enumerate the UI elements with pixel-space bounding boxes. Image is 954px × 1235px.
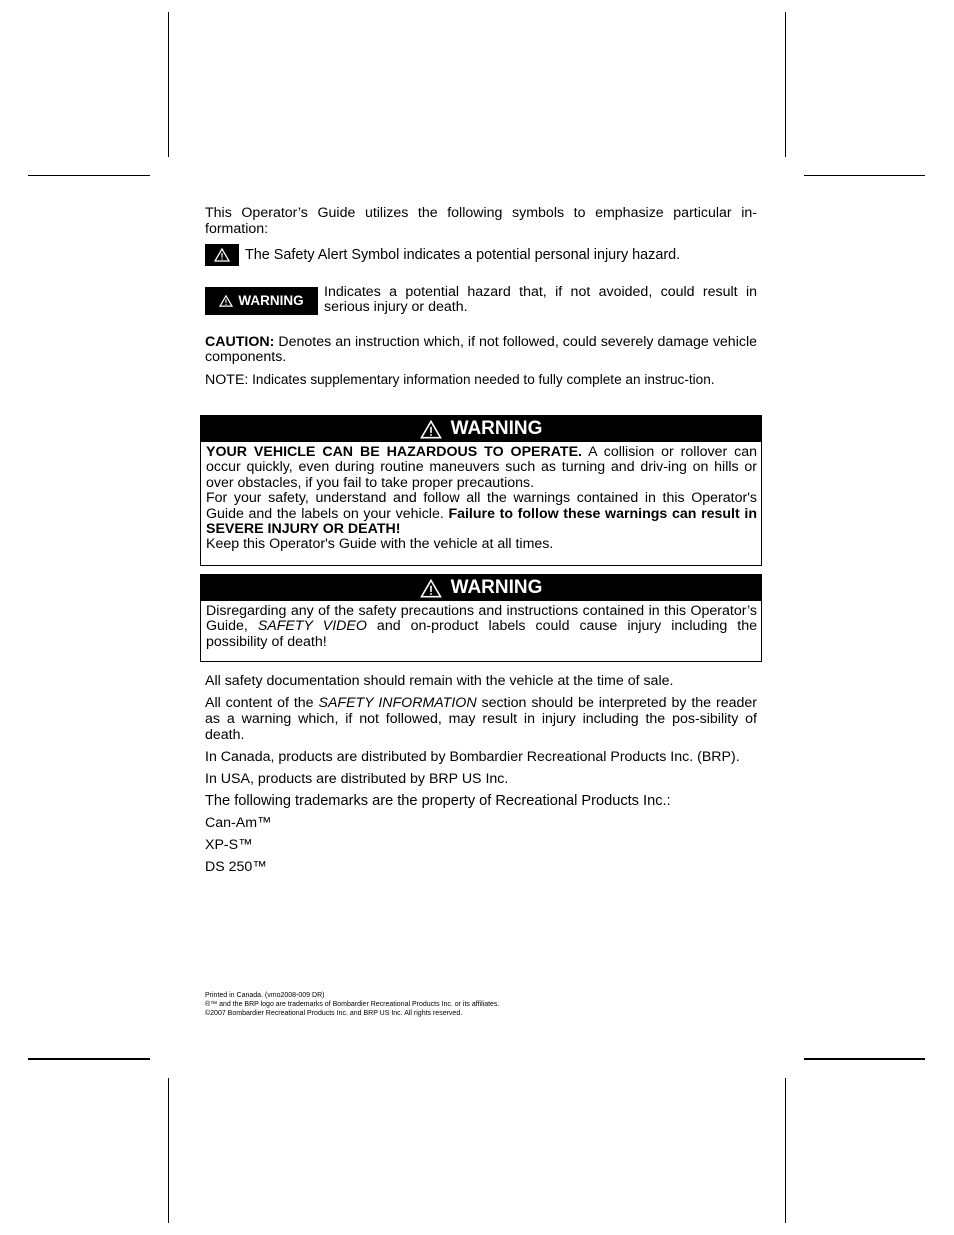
paragraph-canada: In Canada, products are distributed by Bombardier Recreational Products Inc. (BRP).	[205, 749, 740, 765]
paragraph-trademarks-heading: The following trademarks are the property of Recreational Products Inc.:	[205, 793, 671, 809]
warning-triangle-icon	[420, 579, 442, 598]
warning-box-header	[201, 416, 761, 442]
warning-para2	[206, 491, 757, 537]
crop-mark	[785, 12, 786, 157]
symbols-section	[205, 206, 757, 389]
warning-box-title: WARNING	[450, 418, 543, 439]
crop-mark	[804, 1058, 925, 1060]
warning-box-body	[201, 442, 761, 557]
crop-mark	[28, 175, 150, 176]
crop-mark	[168, 12, 169, 157]
footer-line: Printed in Canada. (vmo2008-009 DR)	[205, 992, 325, 999]
footer-legal	[205, 991, 499, 1018]
warning2-text-a: Disregarding any of the safety precautions and instructions contained in this Operator’s Guide,	[206, 603, 757, 635]
warning-lead-bold: YOUR VEHICLE CAN BE HAZARDOUS TO OPERATE.	[206, 444, 583, 460]
caution-text: Denotes an instruction which, if not followed, could severely damage vehicle components.	[205, 334, 757, 365]
warning-triangle-icon	[420, 420, 442, 439]
warning-legend-row	[205, 285, 757, 315]
safety-alert-row	[205, 244, 757, 266]
warning-triangle-icon	[205, 244, 239, 266]
crop-mark	[804, 175, 925, 176]
intro-text: This Operator’s Guide utilizes the following symbols to emphasize particular in-formation:	[205, 205, 757, 237]
footer-line: ®™ and the BRP logo are trademarks of Bombardier Recreational Products Inc. or its affiliates.	[205, 1001, 500, 1008]
warning-box-hazard	[200, 415, 762, 566]
safety-info-section	[205, 673, 757, 881]
warning-para2-bold: Failure to follow these warnings can result in SEVERE INJURY OR DEATH!	[206, 505, 757, 538]
paragraph-usa: In USA, products are distributed by BRP US Inc.	[205, 771, 509, 787]
note-text: Indicates supplementary information needed to fully complete an instruc-tion.	[248, 372, 715, 387]
warning-box-body	[201, 601, 761, 654]
footer-line: ©2007 Bombardier Recreational Products Inc. and BRP US Inc. All rights reserved.	[205, 1010, 463, 1017]
warning-para3: Keep this Operator's Guide with the vehicle at all times.	[206, 536, 554, 553]
warning2-text-italic: SAFETY VIDEO	[257, 618, 367, 635]
crop-mark	[168, 1078, 169, 1223]
crop-mark	[28, 1058, 150, 1060]
paragraph-documentation: All safety documentation should remain with the vehicle at the time of sale.	[205, 673, 674, 689]
safety-alert-text: The Safety Alert Symbol indicates a potential personal injury hazard.	[245, 247, 681, 263]
warning-para2-plain: For your safety, understand and follow all the warnings contained in this Operator's Guide and the labels on your vehicle.	[206, 490, 757, 522]
warning2-text-b: and on-product labels could cause injury including the possibility of death!	[206, 618, 757, 650]
p2-a: All content of the	[205, 695, 319, 711]
paragraph-content	[205, 695, 757, 743]
warning-triangle-icon	[219, 295, 233, 307]
note-paragraph	[205, 372, 757, 389]
warning-lead	[206, 445, 757, 491]
warning-badge-label: WARNING	[238, 293, 304, 309]
warning-lead-rest: A collision or rollover can occur quickly, even during routine maneuvers such as turning and driv-ing on hills or over obstacles, if you fail to take proper precautions.	[206, 444, 757, 491]
trademark-item: Can-Am™	[205, 815, 272, 831]
warning-badge	[205, 287, 318, 315]
warning-box-safety	[200, 574, 762, 662]
warning-box-header	[201, 575, 761, 601]
p2-italic: SAFETY INFORMATION	[318, 695, 477, 711]
warning-legend-text: Indicates a potential hazard that, if not avoided, could result in serious injury or death.	[324, 284, 757, 315]
trademark-item: DS 250™	[205, 859, 267, 875]
crop-mark	[785, 1078, 786, 1223]
warning-box-title: WARNING	[450, 577, 543, 598]
note-label: NOTE:	[205, 372, 249, 388]
caution-label: CAUTION:	[205, 334, 275, 350]
caution-paragraph	[205, 335, 757, 365]
p2-b: section should be interpreted by the reader as a warning which, if not followed, may result in injury including the pos-sibility of death.	[205, 695, 757, 743]
trademark-item: XP-S™	[205, 837, 253, 853]
